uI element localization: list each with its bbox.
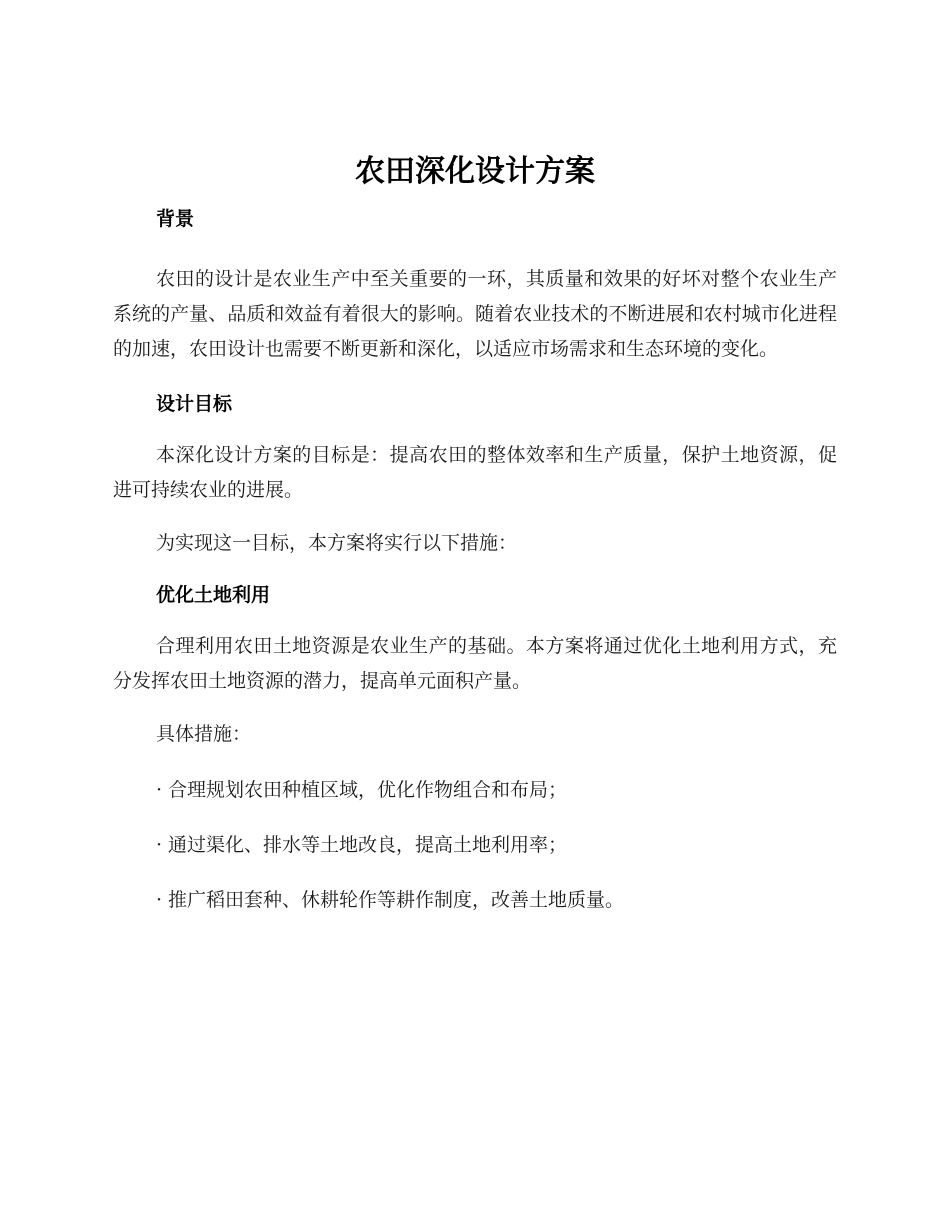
list-item-text: 推广稻田套种、休耕轮作等耕作制度，改善土地质量。 (168, 889, 625, 911)
land-use-paragraph: 合理利用农田土地资源是农业生产的基础。本方案将通过优化土地利用方式，充分发挥农田土地资源的潜力，提高单元面积产量。 (113, 635, 837, 692)
bullet-dot: · (156, 889, 163, 911)
document-body (113, 203, 837, 914)
goals-measures-intro: 为实现这一目标，本方案将实行以下措施： (156, 532, 518, 554)
bullet-dot: · (156, 834, 163, 856)
list-item (113, 776, 837, 804)
list-item-text: 合理规划农田种植区域，优化作物组合和布局； (168, 779, 568, 801)
section-heading-background: 背景 (156, 208, 195, 230)
section-heading-land-use: 优化土地利用 (156, 584, 271, 606)
goals-paragraph: 本深化设计方案的目标是：提高农田的整体效率和生产质量，保护土地资源，促进可持续农业的进展。 (113, 444, 837, 501)
section-heading-goals: 设计目标 (156, 393, 233, 415)
background-paragraph: 农田的设计是农业生产中至关重要的一环，其质量和效果的好坏对整个农业生产系统的产量、品质和效益有着很大的影响。随着农业技术的不断进展和农村城市化进程的加速，农田设计也需要不断更新和深化，以适应市场需求和生态环境的变化。 (113, 268, 837, 360)
list-item-text: 通过渠化、排水等土地改良，提高土地利用率； (168, 834, 568, 856)
bullet-dot: · (156, 779, 163, 801)
document-title: 农田深化设计方案 (355, 154, 595, 189)
measures-label: 具体措施： (156, 723, 252, 745)
list-item (113, 831, 837, 859)
list-item (113, 886, 837, 914)
